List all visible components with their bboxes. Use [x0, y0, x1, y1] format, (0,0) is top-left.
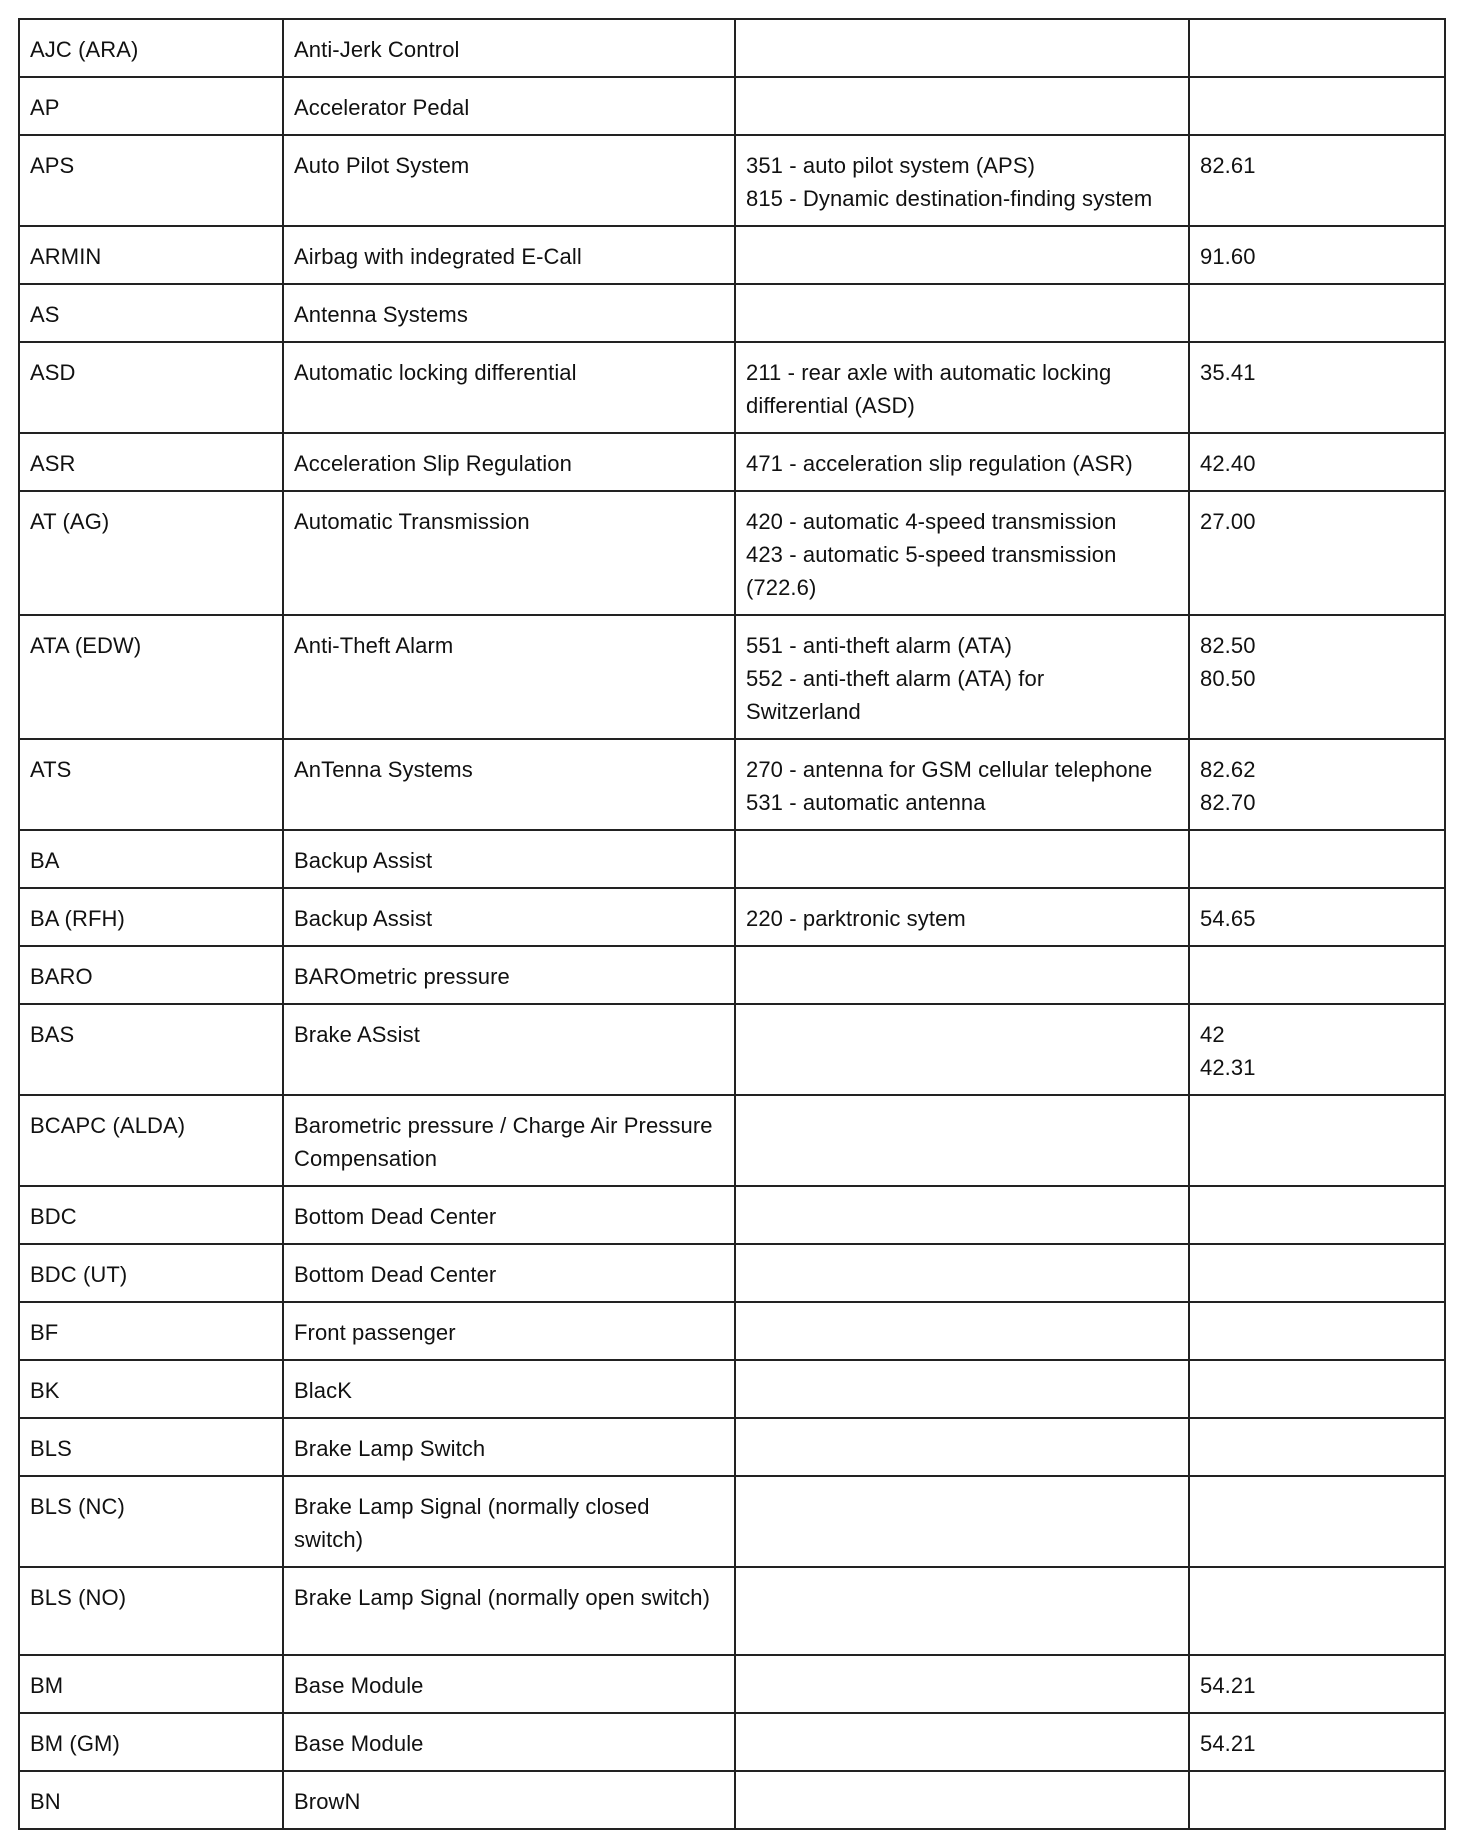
option-code-line: 270 - antenna for GSM cellular telephone [746, 757, 1153, 782]
abbreviation-cell: AP [19, 77, 283, 135]
reference-cell [1189, 1244, 1445, 1302]
option-code-line: 551 - anti-theft alarm (ATA) [746, 633, 1013, 658]
meaning-cell: Base Module [283, 1655, 735, 1713]
table-row [19, 1713, 1445, 1771]
reference-cell [1189, 1567, 1445, 1655]
option-code-cell [735, 77, 1189, 135]
table-row [19, 226, 1445, 284]
option-code-cell [735, 1771, 1189, 1829]
reference-cell [1189, 342, 1445, 433]
abbreviation-cell: BM [19, 1655, 283, 1713]
reference-number: 42.40 [1200, 451, 1256, 476]
option-code-cell [735, 433, 1189, 491]
table-row [19, 1004, 1445, 1095]
table-row [19, 433, 1445, 491]
meaning-cell: Bottom Dead Center [283, 1186, 735, 1244]
table-row [19, 1418, 1445, 1476]
abbreviation-cell: BA [19, 830, 283, 888]
meaning-cell: Brake ASsist [283, 1004, 735, 1095]
reference-number: 82.62 [1200, 757, 1256, 782]
abbreviation-cell: BM (GM) [19, 1713, 283, 1771]
reference-cell [1189, 1360, 1445, 1418]
option-code-cell [735, 1360, 1189, 1418]
table-row [19, 739, 1445, 830]
reference-cell [1189, 19, 1445, 77]
meaning-cell: Airbag with indegrated E-Call [283, 226, 735, 284]
reference-cell [1189, 1004, 1445, 1095]
option-code-cell [735, 1095, 1189, 1186]
reference-cell [1189, 1418, 1445, 1476]
reference-number: 82.61 [1200, 153, 1256, 178]
abbreviation-cell: AJC (ARA) [19, 19, 283, 77]
option-code-line: 423 - automatic 5-speed transmission [746, 542, 1117, 567]
meaning-cell: BrowN [283, 1771, 735, 1829]
option-code-cell [735, 1418, 1189, 1476]
meaning-cell: Acceleration Slip Regulation [283, 433, 735, 491]
option-code-cell [735, 1302, 1189, 1360]
reference-cell [1189, 946, 1445, 1004]
reference-cell [1189, 284, 1445, 342]
option-code-cell [735, 1476, 1189, 1567]
meaning-cell: Brake Lamp Signal (normally open switch) [283, 1567, 735, 1655]
table-row [19, 1095, 1445, 1186]
table-row [19, 615, 1445, 739]
reference-number: 54.65 [1200, 906, 1256, 931]
option-code-cell [735, 1244, 1189, 1302]
table-row [19, 491, 1445, 615]
reference-number: 42 [1200, 1022, 1225, 1047]
abbreviation-cell: BAS [19, 1004, 283, 1095]
option-code-cell [735, 135, 1189, 226]
option-code-cell [735, 19, 1189, 77]
option-code-cell [735, 946, 1189, 1004]
abbreviation-cell: ATS [19, 739, 283, 830]
option-code-line: 471 - acceleration slip regulation (ASR) [746, 451, 1133, 476]
reference-cell [1189, 491, 1445, 615]
meaning-cell: Barometric pressure / Charge Air Pressure Compensation [283, 1095, 735, 1186]
reference-cell [1189, 1095, 1445, 1186]
option-code-cell [735, 1713, 1189, 1771]
abbreviation-cell: BF [19, 1302, 283, 1360]
option-code-cell [735, 888, 1189, 946]
meaning-cell: Automatic locking differential [283, 342, 735, 433]
abbreviation-table [18, 18, 1446, 1830]
option-code-line: 531 - automatic antenna [746, 790, 986, 815]
reference-number: 82.50 [1200, 633, 1256, 658]
option-code-cell [735, 284, 1189, 342]
reference-number: 35.41 [1200, 360, 1256, 385]
reference-number: 54.21 [1200, 1731, 1256, 1756]
table-row [19, 135, 1445, 226]
reference-cell [1189, 226, 1445, 284]
abbreviation-cell: BA (RFH) [19, 888, 283, 946]
reference-cell [1189, 888, 1445, 946]
meaning-cell: Automatic Transmission [283, 491, 735, 615]
table-row [19, 19, 1445, 77]
table-row [19, 342, 1445, 433]
abbreviation-cell: ASR [19, 433, 283, 491]
option-code-cell [735, 491, 1189, 615]
table-body [19, 19, 1445, 1829]
option-code-line: 552 - anti-theft alarm (ATA) for [746, 666, 1045, 691]
table-row [19, 77, 1445, 135]
meaning-cell: Antenna Systems [283, 284, 735, 342]
meaning-cell: Base Module [283, 1713, 735, 1771]
reference-cell [1189, 739, 1445, 830]
reference-cell [1189, 1713, 1445, 1771]
table-row [19, 1244, 1445, 1302]
option-code-line: 815 - Dynamic destination-finding system [746, 186, 1153, 211]
meaning-cell: Brake Lamp Switch [283, 1418, 735, 1476]
option-code-line: 211 - rear axle with automatic locking [746, 360, 1112, 385]
meaning-cell: Auto Pilot System [283, 135, 735, 226]
table-row [19, 1567, 1445, 1655]
reference-cell [1189, 433, 1445, 491]
meaning-cell: Anti-Jerk Control [283, 19, 735, 77]
table-row [19, 1655, 1445, 1713]
option-code-cell [735, 1567, 1189, 1655]
abbreviation-cell: BLS (NO) [19, 1567, 283, 1655]
meaning-cell: Accelerator Pedal [283, 77, 735, 135]
reference-number: 80.50 [1200, 666, 1256, 691]
abbreviation-cell: BARO [19, 946, 283, 1004]
abbreviation-cell: BCAPC (ALDA) [19, 1095, 283, 1186]
meaning-cell: Front passenger [283, 1302, 735, 1360]
abbreviation-cell: ATA (EDW) [19, 615, 283, 739]
abbreviation-cell: ARMIN [19, 226, 283, 284]
meaning-cell: BAROmetric pressure [283, 946, 735, 1004]
option-code-line: 420 - automatic 4-speed transmission [746, 509, 1117, 534]
meaning-cell: AnTenna Systems [283, 739, 735, 830]
option-code-cell [735, 830, 1189, 888]
reference-number: 91.60 [1200, 244, 1256, 269]
option-code-cell [735, 1655, 1189, 1713]
abbreviation-cell: BK [19, 1360, 283, 1418]
option-code-cell [735, 1186, 1189, 1244]
reference-cell [1189, 1771, 1445, 1829]
table-row [19, 1476, 1445, 1567]
table-row [19, 1302, 1445, 1360]
abbreviation-cell: AS [19, 284, 283, 342]
reference-cell [1189, 1302, 1445, 1360]
abbreviation-cell: BLS (NC) [19, 1476, 283, 1567]
abbreviation-cell: BDC (UT) [19, 1244, 283, 1302]
table-row [19, 284, 1445, 342]
meaning-cell: Backup Assist [283, 888, 735, 946]
table-row [19, 1186, 1445, 1244]
abbreviation-cell: APS [19, 135, 283, 226]
option-code-cell [735, 739, 1189, 830]
abbreviation-cell: ASD [19, 342, 283, 433]
meaning-cell: BlacK [283, 1360, 735, 1418]
reference-cell [1189, 615, 1445, 739]
table-row [19, 830, 1445, 888]
option-code-line: 351 - auto pilot system (APS) [746, 153, 1036, 178]
option-code-line: Switzerland [746, 699, 861, 724]
abbreviation-cell: BN [19, 1771, 283, 1829]
table-row [19, 1771, 1445, 1829]
reference-cell [1189, 1186, 1445, 1244]
abbreviation-cell: AT (AG) [19, 491, 283, 615]
reference-number: 54.21 [1200, 1673, 1256, 1698]
abbreviation-cell: BLS [19, 1418, 283, 1476]
meaning-cell: Backup Assist [283, 830, 735, 888]
option-code-cell [735, 226, 1189, 284]
reference-number: 42.31 [1200, 1055, 1256, 1080]
table-row [19, 1360, 1445, 1418]
option-code-line: differential (ASD) [746, 393, 915, 418]
meaning-cell: Brake Lamp Signal (normally closed switch) [283, 1476, 735, 1567]
option-code-line: 220 - parktronic sytem [746, 906, 966, 931]
option-code-cell [735, 615, 1189, 739]
reference-cell [1189, 1476, 1445, 1567]
option-code-cell [735, 1004, 1189, 1095]
meaning-cell: Bottom Dead Center [283, 1244, 735, 1302]
reference-number: 27.00 [1200, 509, 1256, 534]
option-code-cell [735, 342, 1189, 433]
reference-cell [1189, 135, 1445, 226]
reference-cell [1189, 77, 1445, 135]
reference-number: 82.70 [1200, 790, 1256, 815]
table-row [19, 888, 1445, 946]
reference-cell [1189, 830, 1445, 888]
reference-cell [1189, 1655, 1445, 1713]
option-code-line: (722.6) [746, 575, 817, 600]
abbreviation-cell: BDC [19, 1186, 283, 1244]
meaning-cell: Anti-Theft Alarm [283, 615, 735, 739]
table-row [19, 946, 1445, 1004]
